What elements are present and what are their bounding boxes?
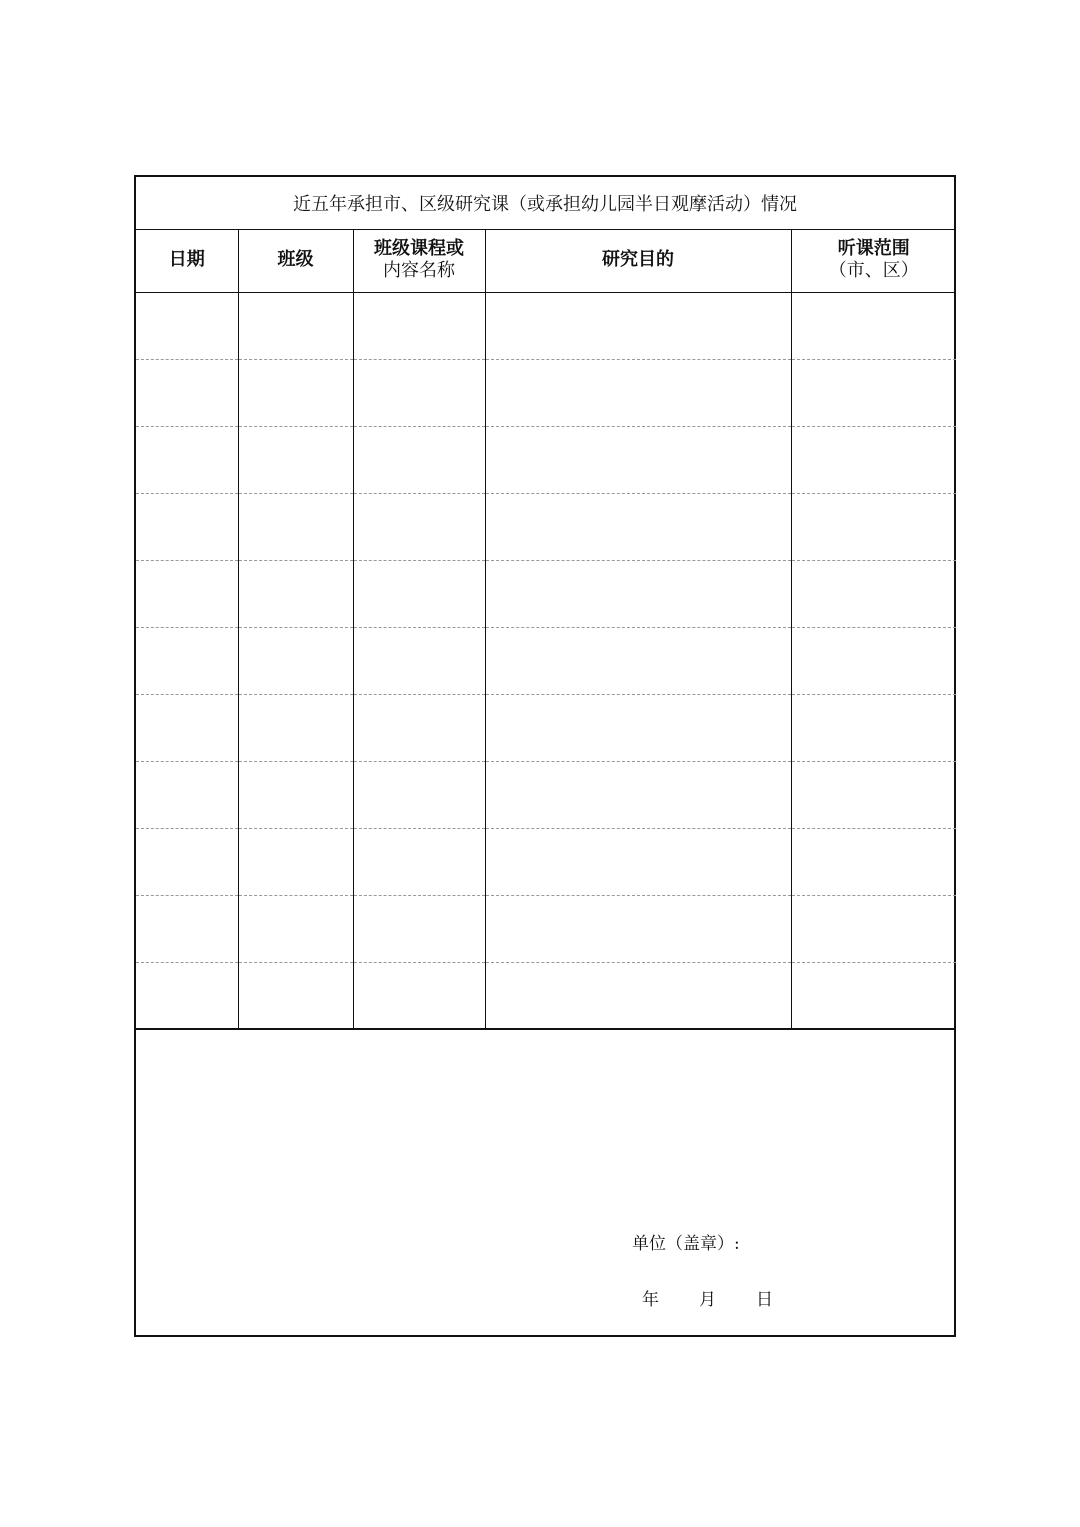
course-name-cell[interactable] — [353, 493, 485, 560]
month-label: 月 — [699, 1290, 716, 1310]
scope-cell[interactable] — [791, 962, 956, 1029]
scope-cell[interactable] — [791, 493, 956, 560]
date-cell[interactable] — [136, 694, 238, 761]
header-scope-line1: 听课范围 — [837, 238, 910, 260]
scope-cell[interactable] — [791, 560, 956, 627]
class-cell[interactable] — [238, 962, 353, 1029]
date-cell[interactable] — [136, 828, 238, 895]
class-cell[interactable] — [238, 694, 353, 761]
course-name-cell[interactable] — [353, 895, 485, 962]
header-course-line1: 班级课程或 — [374, 238, 464, 260]
date-cell[interactable] — [136, 493, 238, 560]
year-label: 年 — [642, 1290, 659, 1310]
lesson-table — [136, 229, 956, 1030]
header-audience-scope — [791, 229, 956, 292]
table-row — [136, 292, 956, 359]
class-cell[interactable] — [238, 828, 353, 895]
header-purpose: 研究目的 — [485, 229, 791, 292]
scope-cell[interactable] — [791, 627, 956, 694]
class-cell[interactable] — [238, 292, 353, 359]
date-cell[interactable] — [136, 895, 238, 962]
form-title: 近五年承担市、区级研究课（或承担幼儿园半日观摩活动）情况 — [136, 177, 954, 230]
scope-cell[interactable] — [791, 292, 956, 359]
purpose-cell[interactable] — [485, 962, 791, 1029]
purpose-cell[interactable] — [485, 761, 791, 828]
purpose-cell[interactable] — [485, 895, 791, 962]
course-name-cell[interactable] — [353, 694, 485, 761]
table-row — [136, 694, 956, 761]
purpose-cell[interactable] — [485, 828, 791, 895]
class-cell[interactable] — [238, 627, 353, 694]
table-row — [136, 761, 956, 828]
scope-cell[interactable] — [791, 895, 956, 962]
table-row — [136, 560, 956, 627]
course-name-cell[interactable] — [353, 962, 485, 1029]
table-body — [136, 292, 956, 1029]
scope-cell[interactable] — [791, 828, 956, 895]
class-cell[interactable] — [238, 761, 353, 828]
class-cell[interactable] — [238, 493, 353, 560]
course-name-cell[interactable] — [353, 761, 485, 828]
course-name-cell[interactable] — [353, 560, 485, 627]
table-row — [136, 627, 956, 694]
class-cell[interactable] — [238, 426, 353, 493]
unit-stamp-label: 单位（盖章）: — [632, 1234, 740, 1254]
purpose-cell[interactable] — [485, 359, 791, 426]
header-scope-line2: （市、区） — [828, 260, 919, 282]
sign-date — [642, 1285, 773, 1310]
scope-cell[interactable] — [791, 694, 956, 761]
course-name-cell[interactable] — [353, 426, 485, 493]
date-cell[interactable] — [136, 761, 238, 828]
table-row — [136, 359, 956, 426]
date-cell[interactable] — [136, 359, 238, 426]
header-course-line2: 内容名称 — [383, 260, 455, 282]
table-row — [136, 426, 956, 493]
research-lesson-form — [134, 175, 956, 1337]
scope-cell[interactable] — [791, 761, 956, 828]
stamp-area — [136, 1027, 954, 1337]
purpose-cell[interactable] — [485, 560, 791, 627]
table-row — [136, 828, 956, 895]
table-row — [136, 493, 956, 560]
course-name-cell[interactable] — [353, 292, 485, 359]
date-cell[interactable] — [136, 426, 238, 493]
header-class: 班级 — [238, 229, 353, 292]
date-cell[interactable] — [136, 292, 238, 359]
table-row — [136, 895, 956, 962]
date-cell[interactable] — [136, 560, 238, 627]
class-cell[interactable] — [238, 359, 353, 426]
course-name-cell[interactable] — [353, 828, 485, 895]
table-row — [136, 962, 956, 1029]
header-date: 日期 — [136, 229, 238, 292]
purpose-cell[interactable] — [485, 694, 791, 761]
class-cell[interactable] — [238, 895, 353, 962]
date-cell[interactable] — [136, 962, 238, 1029]
header-course-name — [353, 229, 485, 292]
scope-cell[interactable] — [791, 359, 956, 426]
purpose-cell[interactable] — [485, 627, 791, 694]
day-label: 日 — [756, 1290, 773, 1310]
class-cell[interactable] — [238, 560, 353, 627]
course-name-cell[interactable] — [353, 627, 485, 694]
course-name-cell[interactable] — [353, 359, 485, 426]
header-row — [136, 229, 956, 292]
purpose-cell[interactable] — [485, 292, 791, 359]
purpose-cell[interactable] — [485, 426, 791, 493]
date-cell[interactable] — [136, 627, 238, 694]
scope-cell[interactable] — [791, 426, 956, 493]
purpose-cell[interactable] — [485, 493, 791, 560]
